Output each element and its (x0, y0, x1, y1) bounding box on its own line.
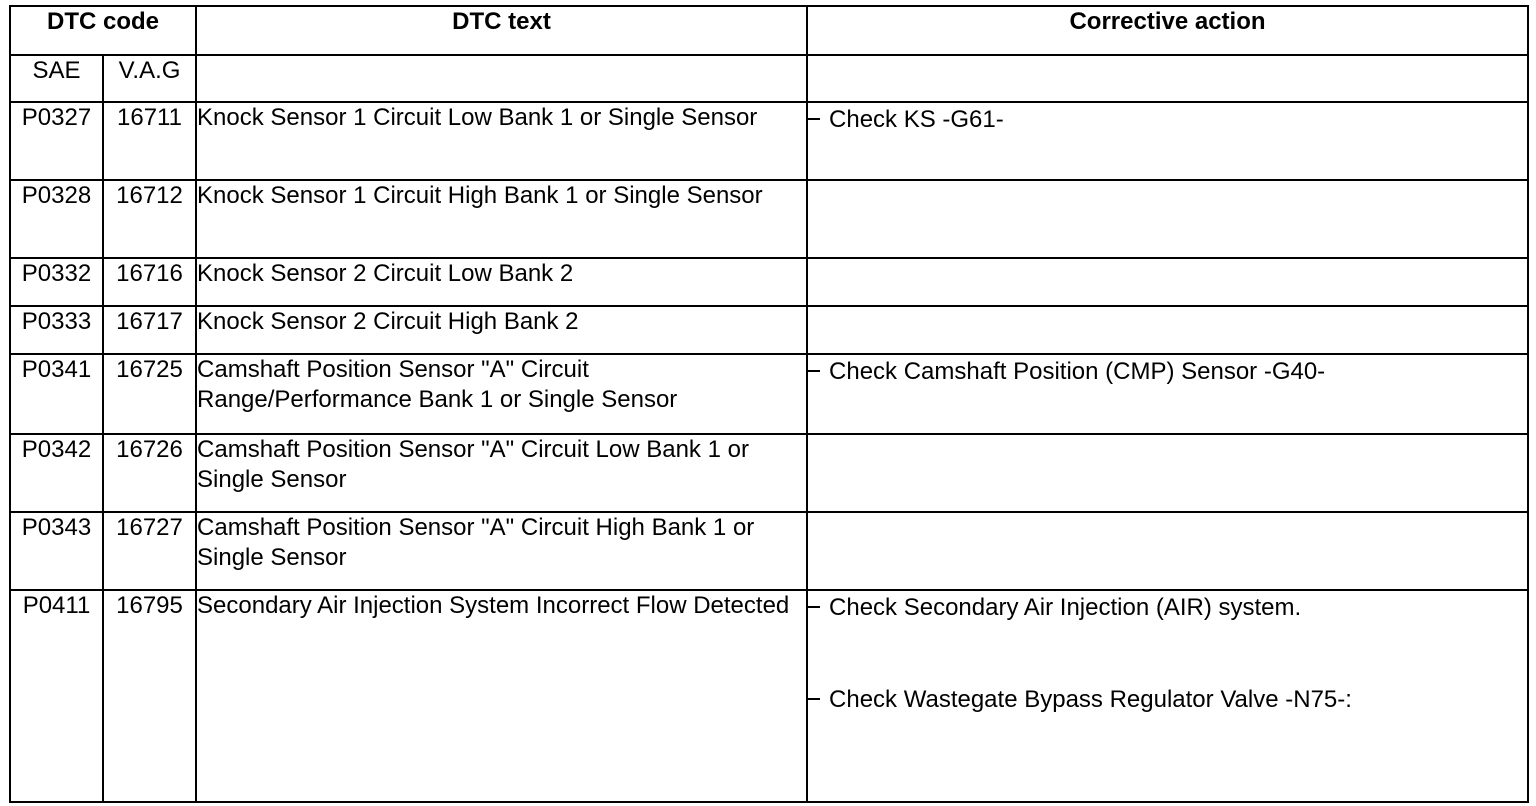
corrective-action-item (808, 685, 1527, 715)
corrective-action-text: Check KS -G61- (829, 106, 1004, 133)
sae-code: P0328 (10, 180, 103, 258)
table-row (10, 354, 1528, 434)
sae-header: SAE (10, 55, 103, 102)
subheader-empty-cell (807, 55, 1528, 102)
corrective-action-cell (807, 354, 1528, 434)
vag-code: 16725 (103, 354, 196, 434)
sae-code: P0342 (10, 434, 103, 512)
table-row (10, 180, 1528, 258)
dtc-table (9, 5, 1529, 803)
vag-code: 16717 (103, 306, 196, 354)
corrective-action-cell (807, 102, 1528, 180)
corrective-action-text: Check Wastegate Bypass Regulator Valve -N75-: (829, 686, 1352, 713)
vag-code: 16727 (103, 512, 196, 590)
corrective-action-cell (807, 306, 1528, 354)
subheader-empty-cell (196, 55, 807, 102)
vag-code: 16795 (103, 590, 196, 802)
dtc-description: Camshaft Position Sensor "A" Circuit High Bank 1 or Single Sensor (196, 512, 807, 590)
table-row (10, 434, 1528, 512)
sae-code: P0332 (10, 258, 103, 306)
dtc-code-header: DTC code (10, 6, 196, 55)
vag-code: 16716 (103, 258, 196, 306)
dtc-description: Knock Sensor 1 Circuit High Bank 1 or Single Sensor (196, 180, 807, 258)
header-row (10, 6, 1528, 55)
dtc-table-body (10, 102, 1528, 802)
dash-bullet-icon (808, 370, 820, 372)
sae-code: P0333 (10, 306, 103, 354)
sae-code: P0343 (10, 512, 103, 590)
corrective-action-cell (807, 434, 1528, 512)
vag-code: 16712 (103, 180, 196, 258)
corrective-action-item (808, 357, 1527, 387)
corrective-action-header: Corrective action (807, 6, 1528, 55)
corrective-action-text: Check Camshaft Position (CMP) Sensor -G40- (829, 358, 1326, 385)
sae-code: P0411 (10, 590, 103, 802)
corrective-action-cell (807, 258, 1528, 306)
subheader-row (10, 55, 1528, 102)
corrective-action-item (808, 105, 1527, 135)
vag-code: 16711 (103, 102, 196, 180)
corrective-action-cell (807, 180, 1528, 258)
corrective-action-cell (807, 590, 1528, 802)
sae-code: P0327 (10, 102, 103, 180)
table-row (10, 102, 1528, 180)
dtc-description: Knock Sensor 1 Circuit Low Bank 1 or Single Sensor (196, 102, 807, 180)
dash-bullet-icon (808, 606, 820, 608)
table-row (10, 306, 1528, 354)
dtc-description: Camshaft Position Sensor "A" Circuit Low Bank 1 or Single Sensor (196, 434, 807, 512)
table-row (10, 258, 1528, 306)
dtc-description: Secondary Air Injection System Incorrect Flow Detected (196, 590, 807, 802)
dtc-description: Knock Sensor 2 Circuit High Bank 2 (196, 306, 807, 354)
corrective-action-item (808, 593, 1527, 623)
dtc-text-header: DTC text (196, 6, 807, 55)
dash-bullet-icon (808, 118, 820, 120)
table-row (10, 512, 1528, 590)
dtc-description: Knock Sensor 2 Circuit Low Bank 2 (196, 258, 807, 306)
vag-code: 16726 (103, 434, 196, 512)
dtc-description: Camshaft Position Sensor "A" Circuit Range/Performance Bank 1 or Single Sensor (196, 354, 807, 434)
dash-bullet-icon (808, 698, 820, 700)
vag-header: V.A.G (103, 55, 196, 102)
corrective-action-text: Check Secondary Air Injection (AIR) system. (829, 594, 1302, 621)
table-row (10, 590, 1528, 802)
sae-code: P0341 (10, 354, 103, 434)
corrective-action-cell (807, 512, 1528, 590)
